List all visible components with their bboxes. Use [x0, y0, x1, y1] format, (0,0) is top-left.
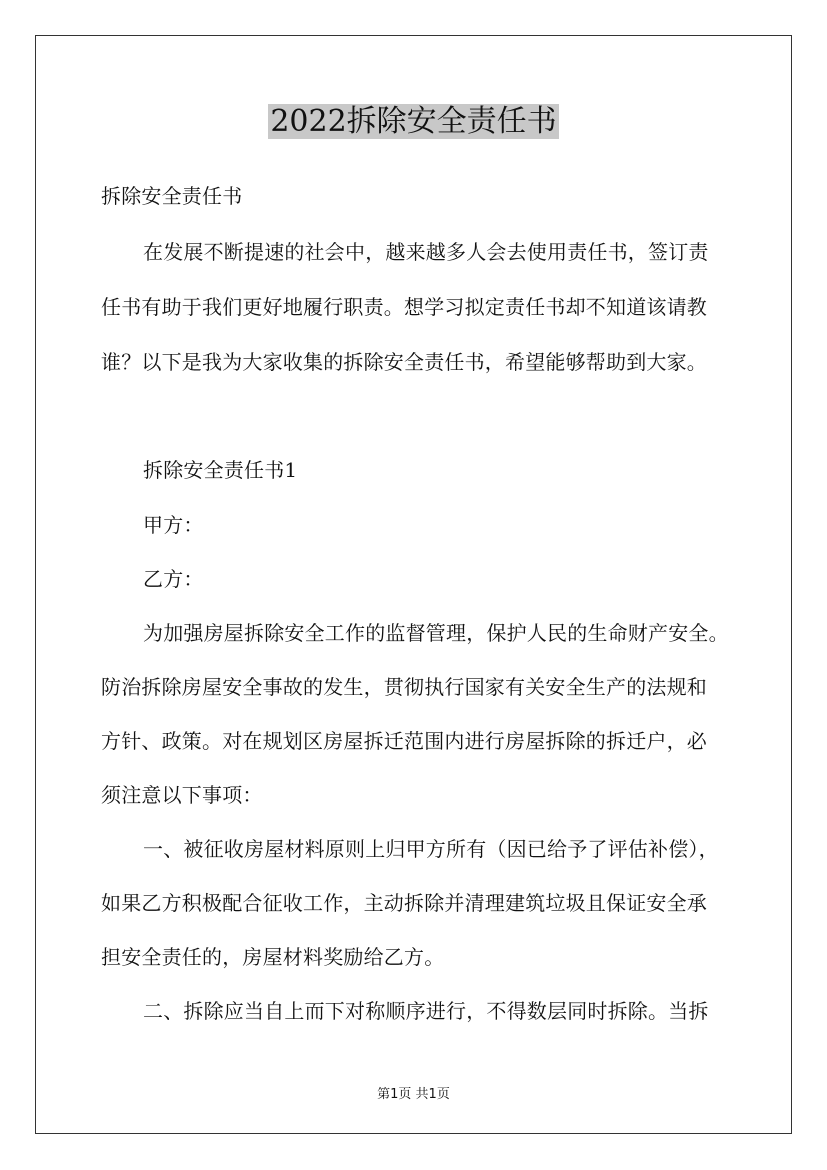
- party-b-label: 乙方：: [143, 567, 204, 591]
- intro-line-2: 任书有助于我们更好地履行职责。想学习拟定责任书却不知道该请教: [101, 295, 707, 319]
- body-line-4: 须注意以下事项：: [101, 783, 263, 807]
- body-line-3: 方针、政策。对在规划区房屋拆迁范围内进行房屋拆除的拆迁户，必: [101, 729, 707, 753]
- body-line-1: 为加强房屋拆除安全工作的监督管理，保护人民的生命财产安全。: [143, 621, 729, 645]
- intro-line-1: 在发展不断提速的社会中，越来越多人会去使用责任书，签订责: [143, 240, 709, 264]
- document-title: 2022拆除安全责任书: [270, 104, 557, 139]
- body-line-6: 如果乙方积极配合征收工作，主动拆除并清理建筑垃圾且保证安全承: [101, 891, 707, 915]
- party-a-label: 甲方：: [143, 513, 204, 537]
- body-line-5: 一、被征收房屋材料原则上归甲方所有（因已给予了评估补偿），: [143, 837, 719, 861]
- body-line-8: 二、拆除应当自上而下对称顺序进行，不得数层同时拆除。当拆: [143, 999, 709, 1023]
- document-title-wrap: [0, 100, 827, 144]
- intro-line-3: 谁？以下是我为大家收集的拆除安全责任书，希望能够帮助到大家。: [101, 350, 707, 374]
- subtitle: 拆除安全责任书: [101, 184, 243, 208]
- body-line-7: 担安全责任的，房屋材料奖励给乙方。: [101, 945, 445, 969]
- body-line-2: 防治拆除房屋安全事故的发生，贯彻执行国家有关安全生产的法规和: [101, 675, 707, 699]
- section-heading: 拆除安全责任书1: [143, 458, 298, 482]
- page-number-footer: 第1页 共1页: [377, 1087, 450, 1102]
